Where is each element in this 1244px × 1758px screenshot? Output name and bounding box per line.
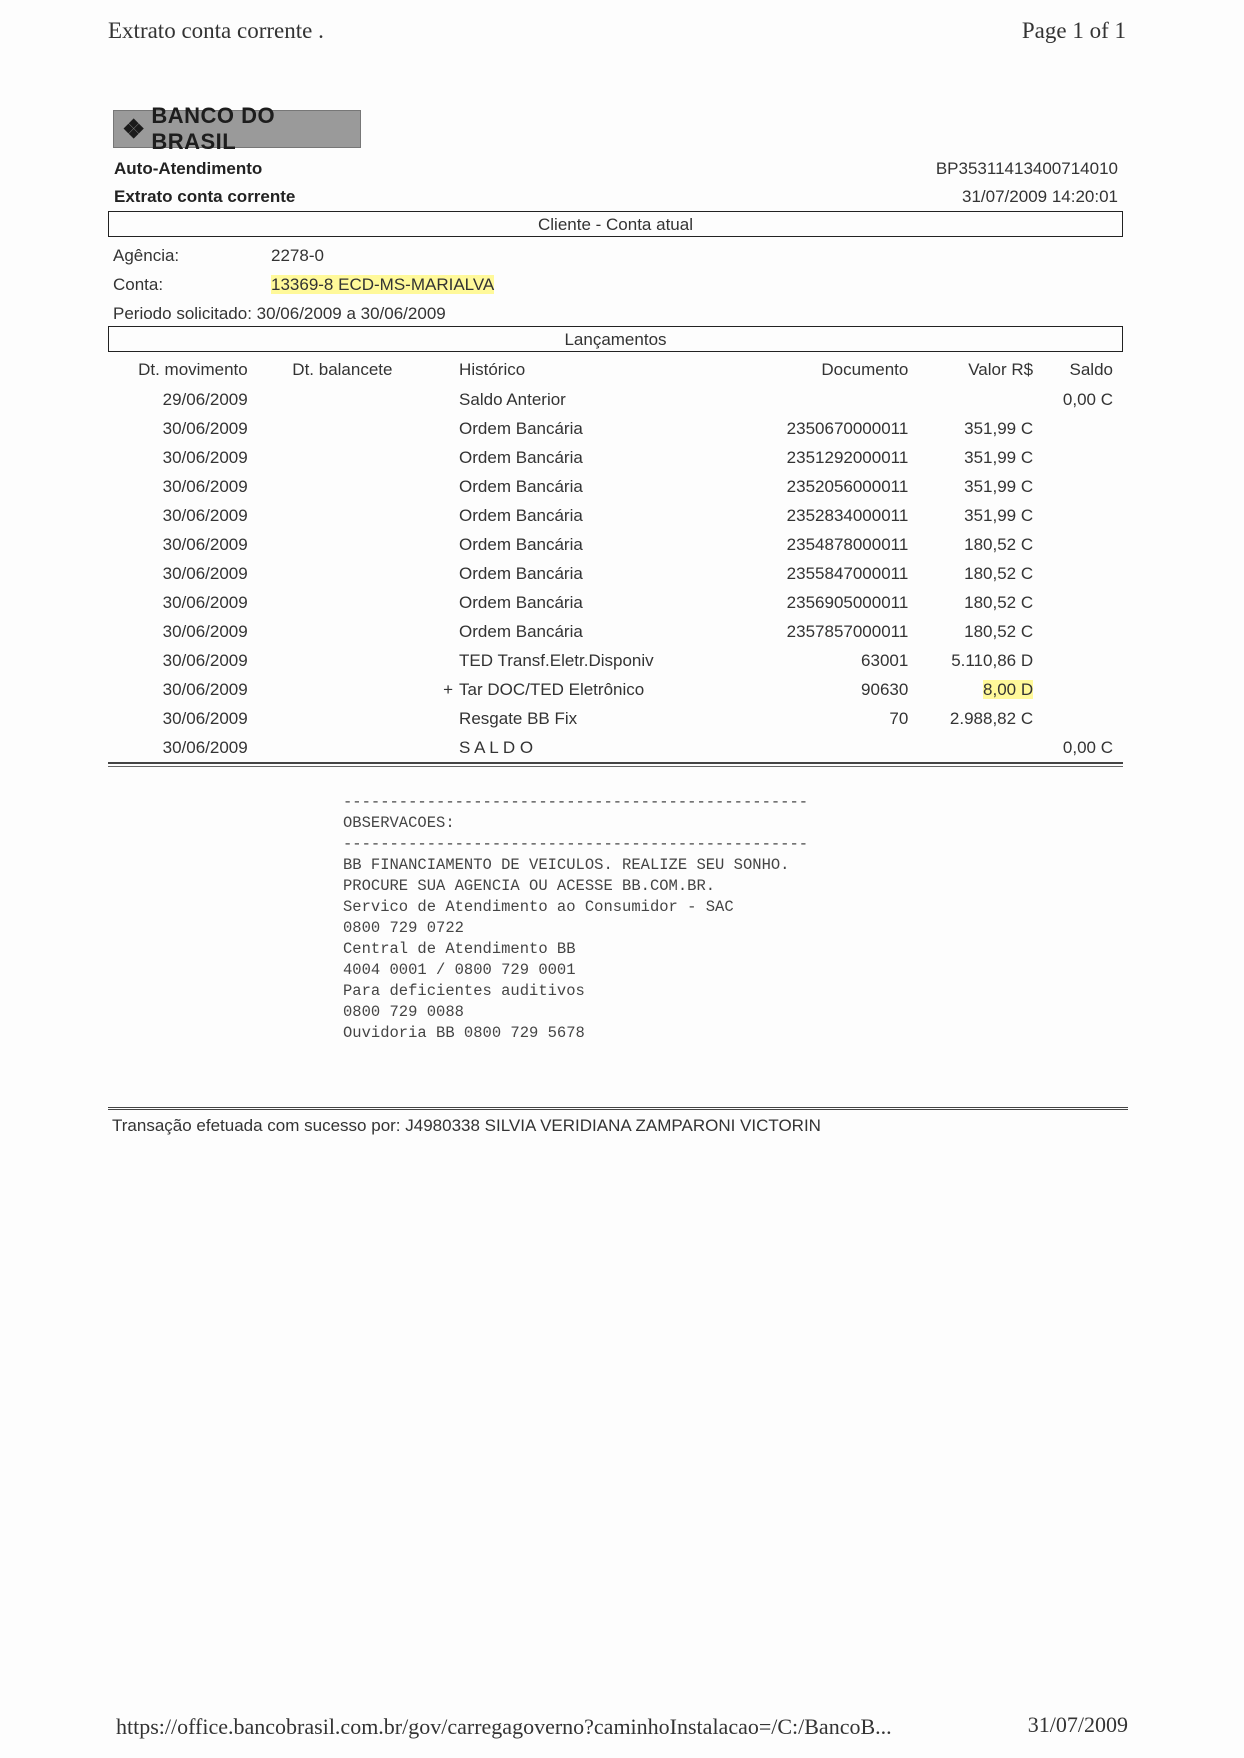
obs-line: Para deficientes auditivos xyxy=(343,982,585,1000)
highlighted-value: 8,00 D xyxy=(983,679,1034,699)
agencia-field xyxy=(113,246,324,266)
obs-heading: OBSERVACOES: xyxy=(343,814,455,832)
table-header-row xyxy=(108,355,1123,385)
table-row: 30/06/2009 Ordem Bancária 2356905000011 180,52 C xyxy=(162,592,1034,612)
table-row: 30/06/2009 Ordem Bancária 2354878000011 180,52 C xyxy=(162,534,1034,554)
obs-rule-top: -------------------------------------------------- xyxy=(343,793,809,811)
periodo-value: 30/06/2009 a 30/06/2009 xyxy=(256,304,446,323)
print-title: Extrato conta corrente . xyxy=(108,18,324,43)
table-row: 30/06/2009 Ordem Bancária 2355847000011 180,52 C xyxy=(162,563,1034,583)
page-number: Page 1 of 1 xyxy=(1021,18,1126,43)
cliente-heading: Cliente - Conta atual xyxy=(108,211,1123,237)
obs-line: Ouvidoria BB 0800 729 5678 xyxy=(343,1024,585,1042)
print-url: https://office.bancobrasil.com.br/gov/carregagoverno?caminhoInstalacao=/C:/BancoB... xyxy=(116,1714,892,1739)
service-name: Auto-Atendimento xyxy=(114,159,263,178)
lancamentos-heading: Lançamentos xyxy=(108,326,1123,352)
table-row: 30/06/2009 Ordem Bancária 2357857000011 180,52 C xyxy=(162,621,1034,641)
table-row: 30/06/2009 Ordem Bancária 2351292000011 351,99 C xyxy=(162,447,1034,467)
statement-title: Extrato conta corrente xyxy=(114,187,296,206)
obs-line: PROCURE SUA AGENCIA OU ACESSE BB.COM.BR. xyxy=(343,877,716,895)
observacoes-block xyxy=(343,792,808,1044)
bb-logo-icon: ❖ xyxy=(122,113,146,144)
table-row: 30/06/2009 Ordem Bancária 2350670000011 351,99 C xyxy=(162,418,1034,438)
conta-value: 13369-8 ECD-MS-MARIALVA xyxy=(271,275,495,294)
logo-text: BANCO DO BRASIL xyxy=(151,103,276,154)
statement-datetime: 31/07/2009 14:20:01 xyxy=(962,187,1118,206)
periodo-label: Periodo solicitado: xyxy=(113,304,252,323)
obs-line: Central de Atendimento BB xyxy=(343,940,576,958)
footer-rule xyxy=(108,1107,1128,1110)
periodo-field xyxy=(113,304,446,324)
table-row: 29/06/2009 Saldo Anterior 0,00 C xyxy=(162,389,1113,409)
obs-rule-bottom: -------------------------------------------------- xyxy=(343,835,809,853)
table-row: 30/06/2009 + Tar DOC/TED Eletrônico 90630 8,00 D xyxy=(162,679,1034,699)
table-row: 30/06/2009 Resgate BB Fix 70 2.988,82 C xyxy=(162,708,1034,728)
obs-line: 4004 0001 / 0800 729 0001 xyxy=(343,961,576,979)
obs-line: Servico de Atendimento ao Consumidor - SAC xyxy=(343,898,734,916)
bank-logo xyxy=(113,103,361,154)
obs-line: 0800 729 0088 xyxy=(343,1003,464,1021)
col-dt-movimento: Dt. movimento xyxy=(138,360,248,379)
print-date: 31/07/2009 xyxy=(1027,1712,1128,1737)
agencia-label: Agência: xyxy=(113,246,180,265)
print-header xyxy=(108,18,1126,54)
table-bottom-rule xyxy=(108,762,1123,764)
statement-code: BP35311413400714010 xyxy=(935,159,1118,178)
conta-field xyxy=(113,275,494,295)
table-row: 30/06/2009 Ordem Bancária 2352834000011 351,99 C xyxy=(162,505,1034,525)
conta-label: Conta: xyxy=(113,275,164,294)
transaction-status: Transação efetuada com sucesso por: J4980338 SILVIA VERIDIANA ZAMPARONI VICTORIN xyxy=(112,1116,821,1135)
table-row: 30/06/2009 S A L D O 0,00 C xyxy=(162,737,1113,757)
table-row: 30/06/2009 TED Transf.Eletr.Disponiv 63001 5.110,86 D xyxy=(162,650,1034,670)
obs-line: 0800 729 0722 xyxy=(343,919,464,937)
col-dt-balancete: Dt. balancete xyxy=(292,360,393,379)
col-saldo: Saldo xyxy=(1069,360,1113,379)
agencia-value: 2278-0 xyxy=(271,246,324,265)
col-historico: Histórico xyxy=(459,360,526,379)
obs-line: BB FINANCIAMENTO DE VEICULOS. REALIZE SEU SONHO. xyxy=(343,856,790,874)
col-valor: Valor R$ xyxy=(968,360,1034,379)
lancamentos-table xyxy=(108,355,1123,762)
col-documento: Documento xyxy=(821,360,909,379)
table-row: 30/06/2009 Ordem Bancária 2352056000011 351,99 C xyxy=(162,476,1034,496)
